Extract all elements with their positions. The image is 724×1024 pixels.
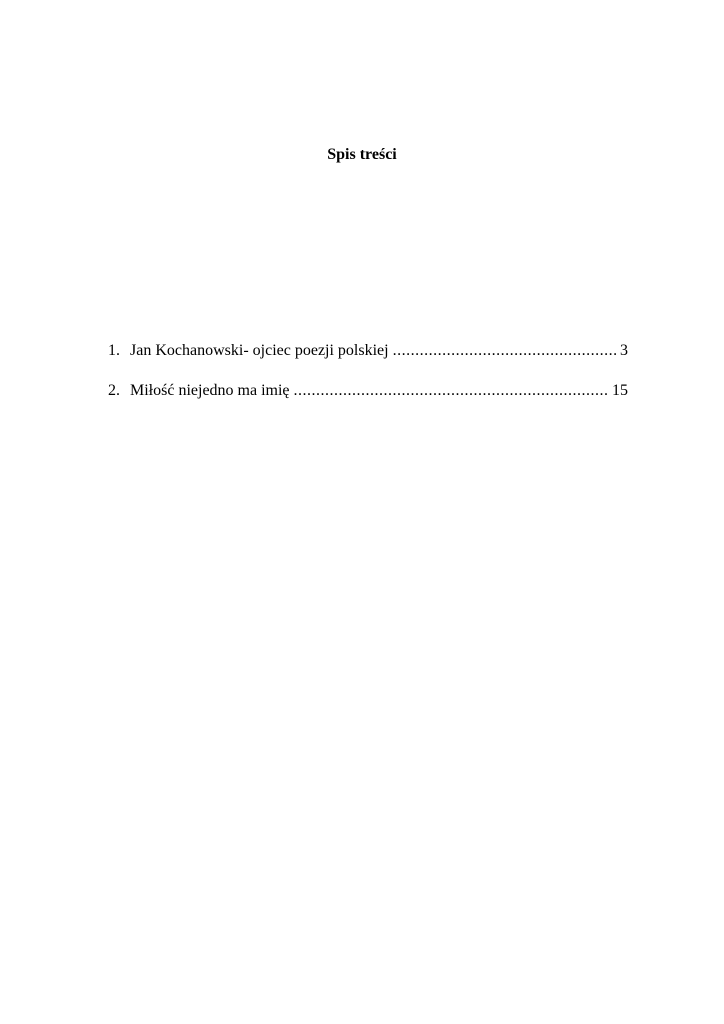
toc-entry-page-number: 15 [612,382,628,399]
toc-entry-number: 1. [108,342,120,359]
toc-entry-title: Jan Kochanowski- ojciec poezji polskiej [130,342,389,359]
page-title: Spis treści [327,146,397,163]
dot-leader [393,340,616,362]
toc-entry[interactable] [108,380,628,402]
toc-entry-number: 2. [108,382,120,399]
toc-entry[interactable] [108,340,628,362]
toc-entry-page-number: 3 [620,342,628,359]
toc-entry-title: Miłość niejedno ma imię [130,382,290,399]
dot-leader [294,380,608,402]
